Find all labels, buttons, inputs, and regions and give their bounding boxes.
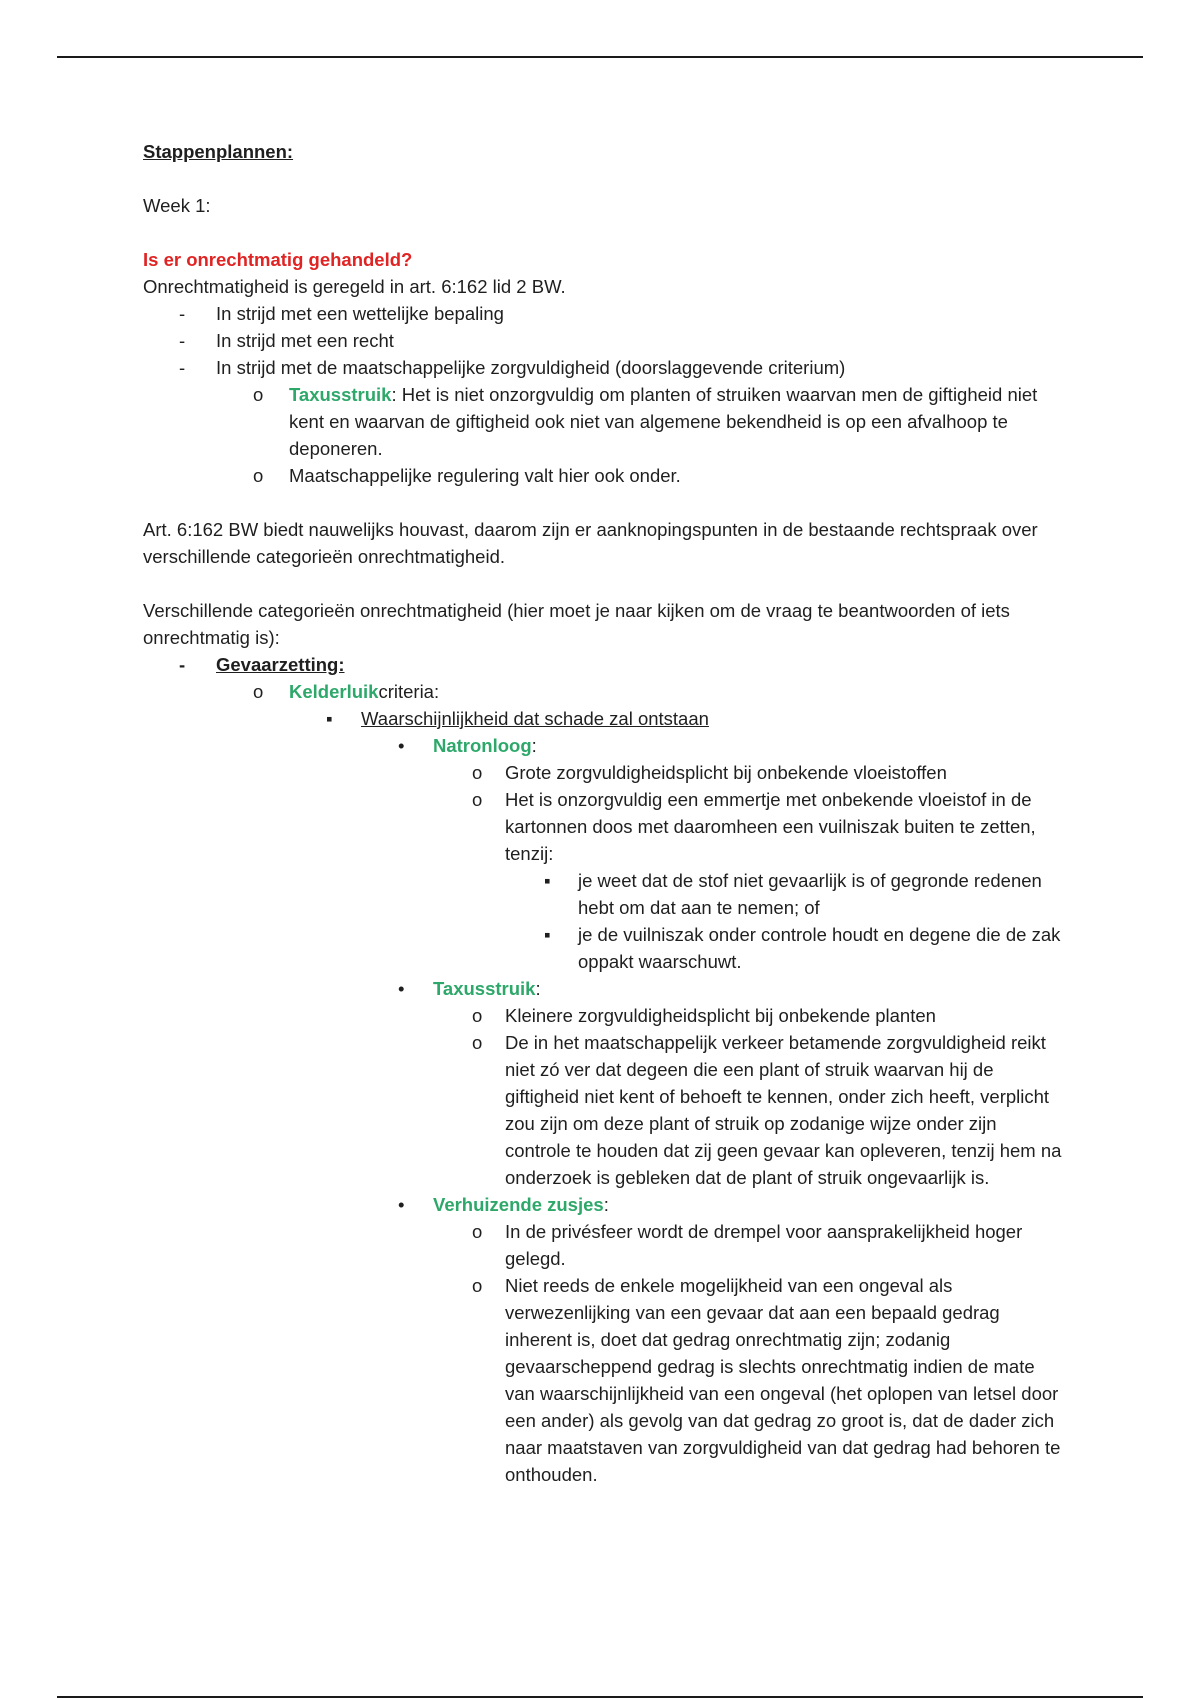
- point-text: Niet reeds de enkele mogelijkheid van een ongeval als verwezenlijking van een gevaar dat aan een bepaald gedrag inherent is, doet dat gedrag onrechtmatig zijn; zodanig gevaarscheppend gedrag is slechts onrechtmatig indien de mate van waarschijnlijkheid van een ongeval (het oplopen van letsel door een ander) als gevolg van dat gedrag zo groot is, dat de dader zich naar maatstaven van zorgvuldigheid van dat gedrag had behoren te onthouden.: [505, 1275, 1061, 1485]
- list-item: [143, 462, 1063, 489]
- circle-marker: o: [472, 1221, 483, 1242]
- list-item: [143, 651, 1063, 678]
- criteria-label: criteria:: [378, 681, 440, 702]
- list-item: [143, 327, 1063, 354]
- dash-marker: -: [179, 654, 186, 675]
- list-item: [143, 975, 1063, 1002]
- list-item: [143, 1272, 1063, 1488]
- case-name-kelderluik: Kelderluik: [289, 681, 379, 702]
- subpoint-text: je de vuilniszak onder controle houdt en degene die de zak oppakt waarschuwt.: [578, 924, 1061, 972]
- intro-text: Onrechtmatigheid is geregeld in art. 6:162 lid 2 BW.: [143, 276, 566, 297]
- case-name-verhuizende-zusjes: Verhuizende zusjes: [433, 1194, 604, 1215]
- ground-text: In strijd met een recht: [216, 330, 394, 351]
- paragraph: Art. 6:162 BW biedt nauwelijks houvast, daarom zijn er aanknopingspunten in de bestaande rechtspraak over verschillende categorieën onrechtmatigheid.: [143, 519, 1038, 567]
- criterion-heading: Waarschijnlijkheid dat schade zal ontstaan: [361, 708, 709, 729]
- circle-marker: o: [472, 1275, 483, 1296]
- bullet-marker: •: [398, 978, 405, 999]
- list-item: [143, 1029, 1063, 1191]
- list-item: [143, 678, 1063, 705]
- circle-marker: o: [253, 681, 264, 702]
- footer-rule: [57, 1696, 1143, 1698]
- point-text: De in het maatschappelijk verkeer betamende zorgvuldigheid reikt niet zó ver dat degeen die een plant of struik waarvan hij de giftigheid niet kent of behoeft te kennen, onder zich heeft, verplicht zou zijn om deze plant of struik op zodanige wijze onder zijn controle te houden dat zij geen gevaar kan opleveren, tenzij hem na onderzoek is gebleken dat de plant of struik ongevaarlijk is.: [505, 1032, 1062, 1188]
- week-label: Week 1:: [143, 195, 211, 216]
- list-item: [143, 300, 1063, 327]
- circle-marker: o: [253, 384, 264, 405]
- list-item: [143, 867, 1063, 921]
- list-item: [143, 759, 1063, 786]
- list-item: [143, 786, 1063, 867]
- ground-text: In strijd met de maatschappelijke zorgvuldigheid (doorslaggevende criterium): [216, 357, 846, 378]
- circle-marker: o: [472, 789, 483, 810]
- square-marker: ▪: [544, 924, 551, 945]
- list-item: [143, 732, 1063, 759]
- page-title: Stappenplannen:: [143, 141, 294, 162]
- dash-marker: -: [179, 357, 186, 378]
- point-text: Kleinere zorgvuldigheidsplicht bij onbekende planten: [505, 1005, 936, 1026]
- list-item: [143, 381, 1063, 462]
- case-text: : Het is niet onzorgvuldig om planten of struiken waarvan men de giftigheid niet kent en waarvan de giftigheid ook niet van algemene bekendheid is op een afvalhoop te deponeren.: [289, 384, 1038, 459]
- circle-marker: o: [472, 762, 483, 783]
- square-marker: ▪: [326, 708, 333, 729]
- dash-marker: -: [179, 303, 186, 324]
- colon: :: [603, 1194, 609, 1215]
- dash-marker: -: [179, 330, 186, 351]
- point-text: Grote zorgvuldigheidsplicht bij onbekende vloeistoffen: [505, 762, 947, 783]
- list-item: [143, 1191, 1063, 1218]
- document-page: [143, 138, 1063, 1488]
- circle-marker: o: [472, 1005, 483, 1026]
- question-heading: Is er onrechtmatig gehandeld?: [143, 249, 413, 270]
- regulering-text: Maatschappelijke regulering valt hier ook onder.: [289, 465, 681, 486]
- header-rule: [57, 56, 1143, 58]
- list-item: [143, 1002, 1063, 1029]
- list-item: [143, 921, 1063, 975]
- list-item: [143, 354, 1063, 381]
- case-name-taxusstruik: Taxusstruik: [289, 384, 392, 405]
- colon: :: [531, 735, 537, 756]
- point-text: In de privésfeer wordt de drempel voor aansprakelijkheid hoger gelegd.: [505, 1221, 1023, 1269]
- subpoint-text: je weet dat de stof niet gevaarlijk is of gegronde redenen hebt om dat aan te nemen; of: [578, 870, 1042, 918]
- square-marker: ▪: [544, 870, 551, 891]
- case-name-taxusstruik: Taxusstruik: [433, 978, 536, 999]
- ground-text: In strijd met een wettelijke bepaling: [216, 303, 504, 324]
- circle-marker: o: [472, 1032, 483, 1053]
- list-item: [143, 705, 1063, 732]
- paragraph: Verschillende categorieën onrechtmatigheid (hier moet je naar kijken om de vraag te beantwoorden of iets onrechtmatig is):: [143, 600, 1010, 648]
- circle-marker: o: [253, 465, 264, 486]
- colon: :: [535, 978, 541, 999]
- category-heading: Gevaarzetting:: [216, 654, 345, 675]
- bullet-marker: •: [398, 735, 405, 756]
- point-text: Het is onzorgvuldig een emmertje met onbekende vloeistof in de kartonnen doos met daaromheen een vuilniszak buiten te zetten, tenzij:: [505, 789, 1036, 864]
- bullet-marker: •: [398, 1194, 405, 1215]
- list-item: [143, 1218, 1063, 1272]
- case-name-natronloog: Natronloog: [433, 735, 532, 756]
